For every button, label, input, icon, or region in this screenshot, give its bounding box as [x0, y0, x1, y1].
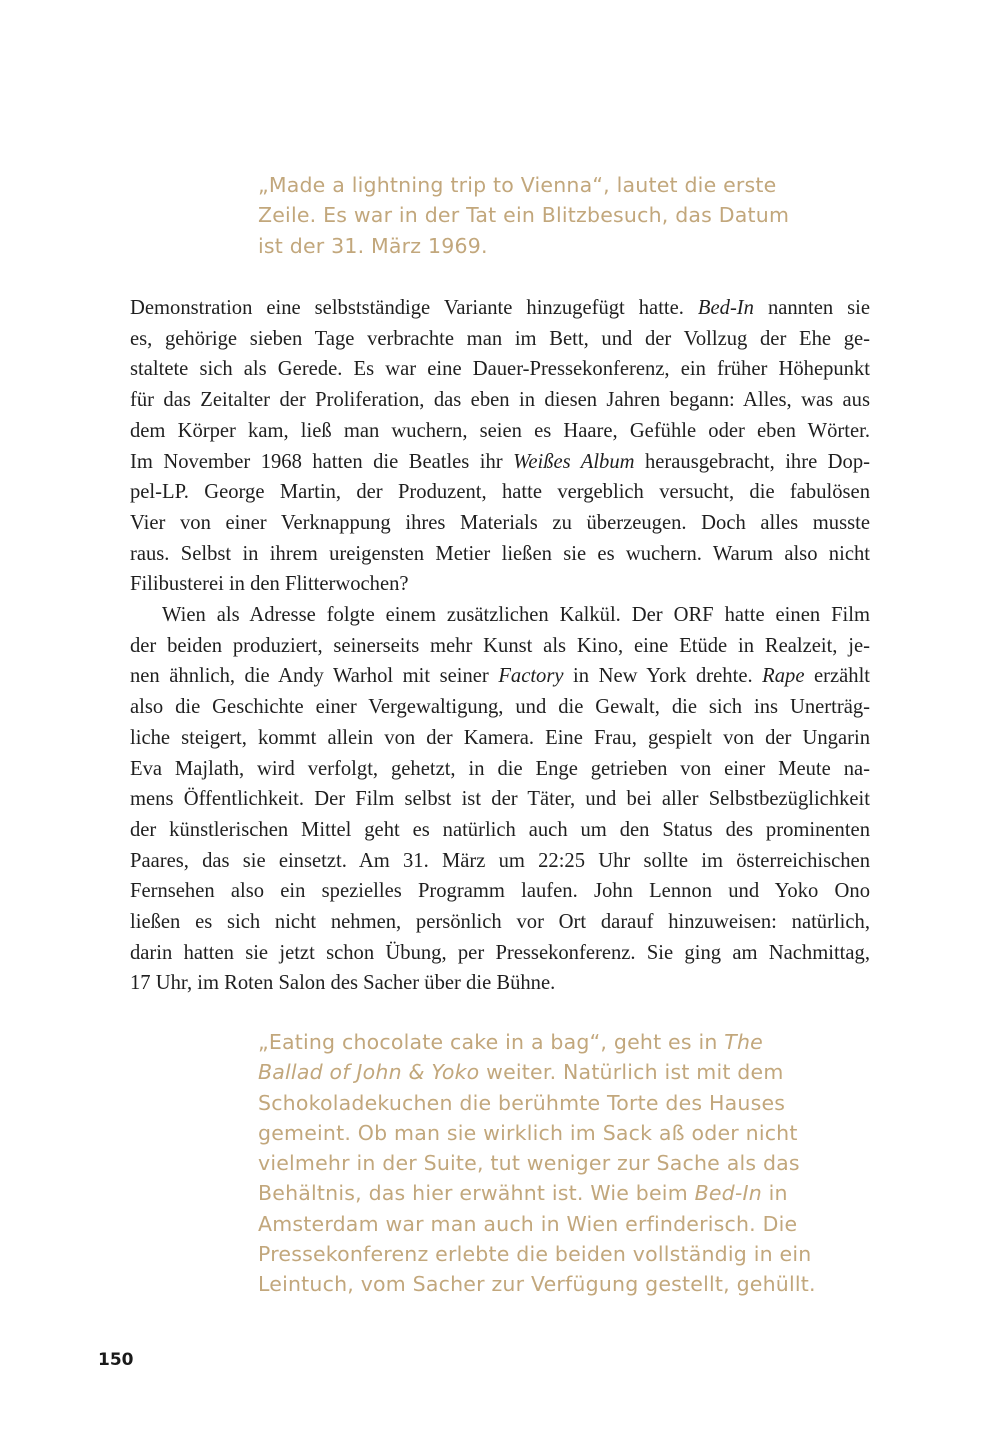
quote-line — [258, 1057, 818, 1087]
body-line — [130, 968, 870, 999]
text-segment: Paares, das sie einsetzt. Am 31. März um 22:25 Uhr sollte im österreichischen — [130, 849, 870, 872]
body-line — [130, 631, 870, 662]
text-segment: dem Körper kam, ließ man wuchern, seien es Haare, Gefühle oder eben Wörter. — [130, 419, 870, 442]
body-line — [130, 447, 870, 478]
body-line — [130, 354, 870, 385]
text-segment: Pressekonferenz erlebte die beiden vollständig in ein — [258, 1242, 812, 1267]
body-line — [130, 876, 870, 907]
body-line — [130, 477, 870, 508]
text-segment: herausgebracht, ihre Dop- — [634, 450, 870, 473]
text-segment: vielmehr in der Suite, tut weniger zur Sache als das — [258, 1151, 800, 1176]
text-segment: staltete sich als Gerede. Es war eine Dauer-Pressekonferenz, ein früher Höhepunkt — [130, 358, 870, 381]
italic-text: Bed-In — [697, 297, 754, 319]
text-segment: also die Geschichte einer Vergewaltigung, und die Gewalt, die sich ins Unerträg- — [130, 696, 870, 719]
text-segment: Im November 1968 hatten die Beatles ihr — [130, 450, 514, 473]
italic-text: Bed-In — [694, 1181, 762, 1206]
quote-line — [258, 1148, 818, 1178]
body-line — [130, 938, 870, 969]
quote-line — [258, 1088, 818, 1118]
text-segment: nannten sie — [753, 297, 870, 319]
text-segment: in — [761, 1181, 788, 1206]
body-text — [130, 293, 870, 999]
text-segment: nen ähnlich, die Andy Warhol mit seiner — [130, 665, 499, 688]
quote-line — [258, 1239, 818, 1269]
text-segment: es, gehörige sieben Tage verbrachte man im Bett, und der Vollzug der Ehe ge- — [130, 327, 870, 350]
text-segment: Demonstration eine selbstständige Variante hinzugefügt hatte. — [130, 297, 698, 319]
pull-quote-bottom — [258, 1027, 818, 1300]
quote-line — [258, 200, 818, 230]
text-segment: ließen es sich nicht nehmen, persönlich vor Ort darauf hinzuweisen: natürlich, — [130, 911, 870, 934]
body-line — [130, 815, 870, 846]
text-segment: 17 Uhr, im Roten Salon des Sacher über die Bühne. — [130, 972, 556, 995]
text-segment: Filibusterei in den Flitterwochen? — [130, 573, 409, 596]
body-line — [130, 784, 870, 815]
body-line — [130, 754, 870, 785]
text-segment: der beiden produziert, seinerseits mehr Kunst als Kino, eine Etüde in Realzeit, je- — [130, 634, 870, 657]
body-line — [130, 293, 870, 324]
quote-line — [258, 1178, 818, 1208]
text-segment: „Made a lightning trip to Vienna“, lautet die erste — [258, 173, 777, 197]
body-line — [130, 661, 870, 692]
quote-line — [258, 1209, 818, 1239]
body-line — [130, 385, 870, 416]
text-segment: Vier von einer Verknappung ihres Materials zu überzeugen. Doch alles musste — [130, 511, 870, 534]
text-segment: Behältnis, das hier erwähnt ist. Wie beim — [258, 1181, 695, 1206]
text-segment: mens Öffentlichkeit. Der Film selbst ist der Täter, und bei aller Selbstbezüglichkeit — [130, 788, 870, 811]
text-segment: weiter. Natürlich ist mit dem — [479, 1060, 784, 1085]
text-segment: darin hatten sie jetzt schon Übung, per Pressekonferenz. Sie ging am Nachmittag, — [130, 941, 870, 964]
text-segment: erzählt — [804, 665, 871, 688]
text-segment: Eva Majlath, wird verfolgt, gehetzt, in die Enge getrieben von einer Meute na- — [130, 757, 870, 780]
text-segment: Leintuch, vom Sacher zur Verfügung gestellt, gehüllt. — [258, 1272, 816, 1297]
text-segment: für das Zeitalter der Proliferation, das eben in diesen Jahren begann: Alles, was aus — [130, 389, 870, 412]
quote-line — [258, 1269, 818, 1299]
body-line — [130, 324, 870, 355]
text-segment: ist der 31. März 1969. — [258, 233, 488, 258]
quote-line — [258, 1118, 818, 1148]
text-segment: Schokoladekuchen die berühmte Torte des Hauses — [258, 1090, 786, 1115]
text-segment: Wien als Adresse folgte einem zusätzlichen Kalkül. Der ORF hatte einen Film — [162, 604, 870, 627]
text-segment: liche steigert, kommt allein von der Kamera. Eine Frau, gespielt von der Ungarin — [130, 726, 870, 749]
text-segment: gemeint. Ob man sie wirklich im Sack aß oder nicht — [258, 1120, 798, 1145]
quote-line — [258, 231, 818, 261]
italic-text: Factory — [498, 665, 564, 688]
page-number: 150 — [98, 1350, 134, 1370]
body-line — [130, 846, 870, 877]
quote-line — [258, 1027, 818, 1057]
quote-line — [258, 170, 818, 200]
text-segment: der künstlerischen Mittel geht es natürlich auch um den Status des prominenten — [130, 818, 870, 841]
body-line — [130, 723, 870, 754]
text-segment: in New York drehte. — [563, 665, 763, 688]
italic-text: Ballad of John & Yoko — [258, 1060, 480, 1085]
text-segment: raus. Selbst in ihrem ureigensten Metier ließen sie es wuchern. Warum also nicht — [130, 542, 870, 565]
text-segment: pel-LP. George Martin, der Produzent, hatte vergeblich versucht, die fabulösen — [130, 481, 870, 504]
text-segment: „Eating chocolate cake in a bag“, geht es in — [258, 1030, 725, 1054]
italic-text: Rape — [762, 665, 805, 688]
italic-text: The — [724, 1030, 763, 1054]
body-line — [130, 907, 870, 938]
body-line — [130, 692, 870, 723]
text-segment: Fernsehen also ein spezielles Programm laufen. John Lennon und Yoko Ono — [130, 880, 870, 903]
body-line — [130, 600, 870, 631]
pull-quote-top — [258, 170, 818, 261]
body-line — [130, 508, 870, 539]
italic-text: Weißes Album — [513, 450, 635, 473]
body-line — [130, 416, 870, 447]
text-segment: Zeile. Es war in der Tat ein Blitzbesuch, das Datum — [258, 203, 790, 228]
text-segment: Amsterdam war man auch in Wien erfinderisch. Die — [258, 1211, 798, 1236]
body-line — [130, 539, 870, 570]
body-line — [130, 569, 870, 600]
